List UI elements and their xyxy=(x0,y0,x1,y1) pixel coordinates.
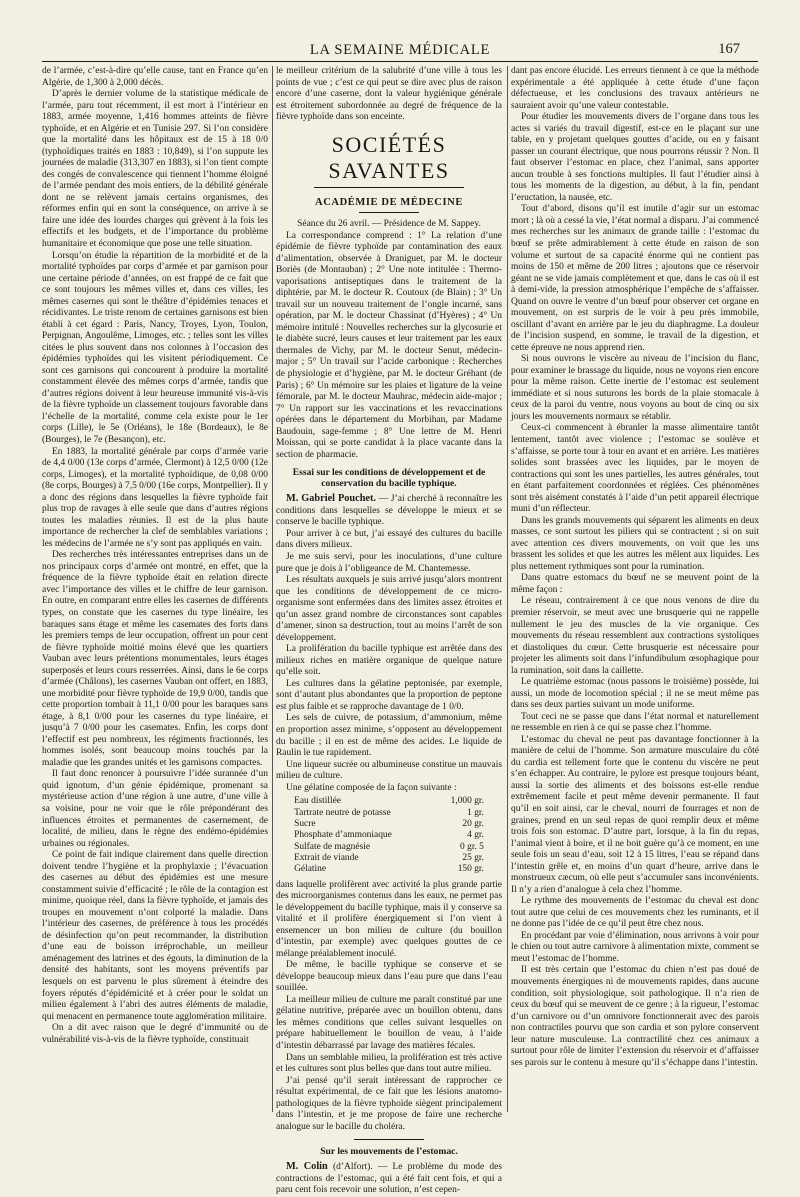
ingredient: Sulfate de magnésie xyxy=(294,841,371,852)
paragraph: Les cultures dans la gélatine peptonisée, par exemple, sont d’autant plus abondantes que la proportion de peptone est plus faible et se rapproche davantage de 1 0/0. xyxy=(276,678,502,712)
paragraph: Tout d’abord, disons qu’il est inutile d’agir sur un estomac mort ; là où a cessé la vie, l’état normal a disparu. J’ai commencé mes recherches sur les animaux de grande taille : l’estomac du bœuf se prête admirablement à cette étude en raison de son volume et surtout de sa capacité énorme qui ne contient pas moins de 150 et même de 200 litres ; ajoutons que ce réservoir géant ne se vide jamais complètement et que, dans le cas où il est à demi-vide, la pression atmosphérique l’empêche de s’affaisser. Quand on ouvre le ventre d’un bœuf pour observer cet organe en mouvement, on est surpris de le voir à peu près immobile, oscillant d’avant en arrière par le jeu du diaphragme. La douleur de l’incision suspend, en somme, le travail de la digestion, et cette épreuve ne nous apprend rien. xyxy=(511,204,759,353)
paragraph: On a dit avec raison que le degré d’immunité ou de vulnérabilité vis-à-vis de la fièvre typhoïde, constituait xyxy=(42,1023,268,1045)
paragraph: Ceux-ci commencent à ébranler la masse alimentaire tantôt lentement, tantôt avec violence ; l’estomac se soulève et s’affaisse, se porte tour à tour en avant et en arrière. Les matières solides sont brassées avec les liquides, par le moyen de contractions qui sont les unes partielles, les autres générales, tout en étant parfaitement coordonnées et réglées. Ces phénomènes sont très aisément constatés à l’aide d’un petit appareil électrique muni d’un réflecteur. xyxy=(511,423,759,515)
article-subhead: Sur les mouvements de l’estomac. xyxy=(320,1146,458,1158)
header-rule xyxy=(42,61,758,62)
quantity: 20 gr. xyxy=(462,818,484,829)
paragraph: Pour étudier les mouvements divers de l’organe dans tous les actes si variés du travail digestif, est-ce en le plaçant sur une table, en y projetant quelques gouttes d’acide, ou en y faisant passer un courant électrique, que nous pourrons réussir ? Non. Il faut observer l’estomac en place, chez l’animal, sans apporter aucun trouble à ses fonctions multiples. Il faut l’étudier ainsi à tous les moments de la digestion, au début, à la fin, pendant l’eructation, la nausée, etc. xyxy=(511,112,759,203)
ingredient: Gélatine xyxy=(294,864,327,875)
recipe-table xyxy=(294,796,484,875)
paragraph: Une liqueur sucrée ou albumineuse constitue un mauvais milieu de culture. xyxy=(276,759,502,782)
quantity: 4 gr. xyxy=(467,830,484,841)
recipe-row xyxy=(294,819,484,830)
paragraph: Je me suis servi, pour les inoculations, d’une culture pure que je dois à l’obligeance de M. Chantemesse. xyxy=(276,552,502,574)
paragraph: Des recherches très intéressantes entreprises dans un de nos principaux corps d’armée ont montré, en effet, que la fréquence de la fièvre typhoïde était en relation directe avec l’importance des villes et le chiffre de leur garnison. En outre, en comparant entre elles les casernes de différents types, on constate que les casernes du type linéaire, les baraques sans étage et même les casemates des forts dans les premiers temps de leur occupation, offrent un pour cent de fièvre typhoïde moitié moins élevé que les quartiers Vauban avec leurs prétentions monumentales, leurs étages superposés et leurs cours resserrées. Ainsi, dans le 6e corps d’armée (Châlons), les casernes Vauban ont offert, en 1883, une morbidité pour fièvre typhoïde de 19,9 0/00, tandis que cette proportion tombait à 11,1 0/00 pour les baraques sans étage, à 8,1 0/00 pour les casernes du type linéaire, et jusqu’à 7 0/00 pour les casemates. Enfin, les corps dont l’effectif est peu nombreux, les régiments fractionnés, les hommes isolés, sont beaucoup moins touchés par la maladie que les grandes unités et les garnisons compactes. xyxy=(42,550,268,768)
paragraph: Le quatrième estomac (nous passons le troisième) possède, lui aussi, un mode de locomotion spécial ; il ne se meut même pas dans ses deux parties suivant un mode uniforme. xyxy=(511,677,759,711)
academy-rule xyxy=(359,212,419,213)
paragraph: Le réseau, contrairement à ce que nous venons de dire du premier réservoir, se meut avec une brusquerie qui ne rappelle nullement le jeu des muscles de la vie organique. Ces mouvements du réseau ressemblent aux contractions systoliques et diastoliques du cœur. Cette brusquerie est nécessaire pour projeter les aliments soit dans l’infundibulum œsophagique pour la rumination, soit dans la caillette. xyxy=(511,596,759,676)
paragraph: En 1883, la mortalité générale par corps d’armée varie de 4,4 0/00 (13e corps d’armée, Clermont) à 12,5 0/00 (12e corps, Limoges), et la mortalité typhoïdique, de 0,08 0/00 (8e corps, Bourges) à 7,5 0/00 (16e corps, Montpellier). Il y a donc des régions dans lesquelles la fièvre typhoïde fait plus trop de ravages à elle seule que dans d’autres régions toutes les maladies réunies. Il est de la plus haute importance de rechercher la clef de semblables variations ; les médecins de l’armée ne s’y sont pas appliqués en vain. xyxy=(42,446,268,549)
paragraph: Si nous ouvrons le viscère au niveau de l’incision du flanc, pour examiner le brassage du liquide, nous ne voyons rien encore pour la même raison. Cette inertie de l’estomac est seulement immédiate et si nous suturons les bords de la plaie stomacale à ceux de la paroi du ventre, nous voyons au bout de cinq ou six jours les mouvements normaux se rétablir. xyxy=(511,354,759,422)
paragraph: de l’armée, c’est-à-dire qu’elle cause, tant en France qu’en Algérie, de 1,300 à 2,000 décès. xyxy=(42,66,268,88)
paragraph: La prolifération du bacille typhique est arrêtée dans des milieux riches en matière organique de quelque nature qu’elle soit. xyxy=(276,644,502,678)
intro-text: — J’ai cherché à reconnaître les conditions dans lesquelles se développe le mieux et se conserve le bacille typhique. xyxy=(276,494,502,528)
quantity: 150 gr. xyxy=(457,864,484,875)
ingredient: Eau distillée xyxy=(294,796,341,807)
paragraph: J’ai pensé qu’il serait intéressant de rapprocher ce résultat expérimental, de ce fait que les lésions anatomo-pathologiques de la fièvre typhoïde siègent principalement dans l’intestin, et je me propose de faire une recherche analogue sur le bacille du choléra. xyxy=(276,1075,502,1132)
paragraph: Il faut donc renoncer à poursuivre l’idée surannée d’un quid ignotum, d’un génie épidémique, promenant sa mystérieuse action d’une région à une autre, d’une ville à sa voisine, pour ne voir que le rôle prépondérant des influences étroites et permanentes de casernement, de localité, de milieu, dans le règne des endémo-épidémies urbaines ou régionales. xyxy=(42,769,268,849)
column-3 xyxy=(511,66,759,1112)
academy-heading: ACADÉMIE DE MÉDECINE xyxy=(315,197,463,209)
quantity: 1 gr. xyxy=(467,807,484,818)
paragraph: Lorsqu’on étudie la répartition de la morbidité et de la mortalité typhoïdes par corps d’armée et par garnison pour une certaine période d’années, on est frappé de ce fait que ce sont toujours les mêmes villes et, dans ces villes, les mêmes casernes qui sont le théâtre d’épidémies tenaces et récidivantes. Le triste renom de certaines garnisons est bien établi à cet égard : Paris, Nancy, Troyes, Lyon, Toulon, Perpignan, Angoulême, Limoges, etc. ; telles sont les villes citées le plus souvent dans nos colonnes à l’occasion des épidémies typhoïdes qui les visitent périodiquement. Ce sont ces garnisons qui concourent à produire la mortalité constamment élevée des mêmes corps d’armée, tandis que d’autres régions doivent à leur heureuse immunité vis-à-vis de la fièvre typhoïde un classement toujours favorable dans l’échelle de la mortalité, comme cela existe pour le 1er corps (Lille), le 5e (Orléans), le 18e (Bordeaux), le 8e (Bourges), le 7e (Besançon), etc. xyxy=(42,250,268,445)
column-divider xyxy=(272,66,273,1112)
intro-text: (d’Alfort). — Le problème du mode des contractions de l’estomac, qui a été fait cent fois, et qui a paru cent fois recevoir une solution, n’est cepen- xyxy=(276,1162,502,1196)
paragraph: Les sels de cuivre, de potassium, d’ammonium, même en proportion assez minime, s’opposent au développement du bacille ; il en est de même des acides. Le liquide de Raulin le tue rapidement. xyxy=(276,713,502,759)
paragraph: Il est très certain que l’estomac du chien n’est pas doué de mouvements énergiques ni de mouvements rapides, dans aucune condition, soit physiologique, soit pathologique. Il n’a rien de ceux du bœuf qui se meuvent de ce genre ; à la rigueur, l’estomac d’un carnivore ou d’un omnivore fonctionnerait avec des parois non contractiles pourvu que son cardia et son pylore conservent leur nature musculeuse. La contractilité chez ces animaux a surtout pour rôle de limiter l’extension du réservoir et d’affaisser ses parois sur le contenu à mesure qu’il s’échappe dans l’intestin. xyxy=(511,965,759,1068)
recipe-row xyxy=(294,864,484,875)
speaker-name: M. Colin xyxy=(286,1161,328,1173)
paragraph xyxy=(276,1161,502,1197)
ingredient: Sucre xyxy=(294,818,316,829)
paragraph: De même, le bacille typhique se conserve et se développe beaucoup mieux dans l’eau pure que dans l’eau souillée. xyxy=(276,960,502,994)
session-line: Séance du 26 avril. — Présidence de M. Sappey. xyxy=(297,219,481,230)
paragraph: Dans quatre estomacs du bœuf ne se meuvent point de la même façon : xyxy=(511,573,759,595)
column-2 xyxy=(276,66,502,1196)
speaker-name: M. Gabriel Pouchet. xyxy=(286,493,376,505)
quantity: 0 gr. 5 xyxy=(460,841,484,852)
paragraph: L’estomac du cheval ne peut pas davantage fonctionner à la manière de celui de l’homme. Son armature musculaire du côté du cardia est tellement forte que le contenu du viscère ne peut s’en échapper. Au contraire, le pylore est presque toujours béant, aussi la sortie des aliments et des boissons est-elle rendue extrêmement facile et peut même devenir permanente. Il faut qu’il en soit ainsi, car le cheval, nourri de fourrages et non de graines, prend en un seul repas de quoi remplir deux et même trois fois son estomac. D’autre part, lorsque, à la fin du repas, l’animal vient à boire, et il ne boit guère qu’à ce moment, en une seule fois un seau d’eau, soit 12 à 15 litres, l’eau se répand dans l’intestin grêle et, en moins d’un quart d’heure, arrive dans le monstrueux cæcum, où elle peut s’accumuler sans inconvénients. Il n’y a rien d’analogue à cela chez l’homme. xyxy=(511,734,759,895)
quantity: 1,000 gr. xyxy=(450,796,484,807)
running-title: LA SEMAINE MÉDICALE xyxy=(309,42,491,58)
ingredient: Tartrate neutre de potasse xyxy=(294,807,391,818)
paragraph xyxy=(276,493,502,529)
ingredient: Phosphate d’ammoniaque xyxy=(294,830,392,841)
paragraph: Les résultats auxquels je suis arrivé jusqu’alors montrent que les conditions de développement de ce micro-organisme sont enfermées dans des limites assez étroites et qu’un assez grand nombre de circonstances sont capables d’amener, sinon sa destruction, tout au moins l’arrêt de son développement. xyxy=(276,575,502,643)
paragraph: En procédant par voie d’élimination, nous arrivons à voir pour le chien ou tout autre carnivore à alimentation mixte, comment se meut l’estomac de l’homme. xyxy=(511,930,759,964)
paragraph: Une gélatine composée de la façon suivante : xyxy=(286,782,457,793)
recipe-row xyxy=(294,842,484,853)
paragraph: Dans un semblable milieu, la prolifération est très active et les cultures sont plus belles que dans tout autre milieu. xyxy=(276,1052,502,1075)
paragraph: Le rythme des mouvements de l’estomac du cheval est donc tout autre que celui de ces mouvements chez les ruminants, et il ne donne pas l’idée de ce qu’il peut être chez nous. xyxy=(511,896,759,930)
section-rule xyxy=(314,187,464,188)
recipe-row xyxy=(294,808,484,819)
column-divider xyxy=(507,66,508,1112)
article-subhead: Essai sur les conditions de développement et de conservation du bacille typhique. xyxy=(292,467,486,490)
paragraph: dans laquelle prolifèrent avec activité la plus grande partie des microorganismes contenus dans les eaux, ne permet pas le développement du bacille typhique, mais il y conserve sa vitalité et il prolifère énergiquement si l’on vient à ensemencer un bon milieu de culture (du bouillon d’intestin, par exemple) avec quelques gouttes de ce mélange préalablement inoculé. xyxy=(276,879,502,959)
column-1 xyxy=(42,66,268,1112)
divider xyxy=(354,1139,424,1140)
paragraph: Ce point de fait indique clairement dans quelle direction doivent tendre l’hygiène et la prophylaxie ; l’évacuation des casernes au début des épidémies est une mesure constamment suivie d’efficacité ; le rôle de la contagion est minime, quoique réel, dans la fièvre typhoïde, et jamais des troupes en mouvement n’ont colporté la maladie. Dans l’intérieur des casernes, de préférence à tous les procédés de désinfection qu’on peut recommander, la distribution d’une eau de boisson irréprochable, un meilleur aménagement des latrines et des égouts, la diminution de la densité des habitants, sont les moyens préventifs par lesquels on est parvenu le plus sûrement à éteindre des foyers réputés d’épidémicité et à créer pour le soldat un milieu également à l’abri des autres éléments de maladie, qui menacent en permanence toute agglomération militaire. xyxy=(42,850,268,1022)
correspondence-paragraph: La correspondance comprend : 1° La relation d’une épidémie de fièvre typhoïde par contamination des eaux d’alimentation, observée à Draniguet, par M. le docteur Boriès (de Montauban) ; 2° Une note intitulée : Thermo-vaporisations antiseptiques dans le traitement de la diphtérie, par M. le docteur R. Coutoux (de Blain) ; 3° Un travail sur un nouveau traitement de l’ongle incarné, sans opération, par M. le docteur Chassinat (d’Hyères) ; 4° Un mémoire intitulé : Nouvelles recherches sur la glycosurie et le diabète sucré, leurs causes et leur traitement par les eaux thermales de Vichy, par M. le docteur Senut, médecin-major ; 5° Un travail sur l’acide carbonique : Recherches de physiologie et d’hygiène, par M. le docteur Gréhant (de Paris) ; 6° Un mémoire sur les plaies et ligature de la veine fémorale, par M. le docteur Mauhrac, médecin aide-major ; 7° Un rapport sur les vaccinations et les revaccinations opérées dans le département du Morbihan, par Madame Baudouin, sage-femme ; 8° Une lettre de M. Henri Moissan, qui se porte candidat à la place vacante dans la section de pharmacie. xyxy=(276,230,502,460)
quantity: 25 gr. xyxy=(462,852,484,863)
paragraph: dant pas encore élucidé. Les erreurs tiennent à ce que la méthode expérimentale a été appliquée à cette étude d’une façon défectueuse, et les conclusions des travaux antérieurs ne sauraient avoir qu’une valeur contestable. xyxy=(511,66,759,111)
paragraph: Pour arriver à ce but, j’ai essayé des cultures du bacille dans divers milieux. xyxy=(276,528,502,551)
ingredient: Extrait de viande xyxy=(294,852,359,863)
paragraph: La meilleur milieu de culture me paraît constitué par une gélatine nutritive, préparée avec un bouillon obtenu, dans les mêmes conditions que celles suivant lesquelles on prépare habituellement le bouillon de veau, à l’aide d’intestin débarrassé par lavage des matières fécales. xyxy=(276,994,502,1051)
paragraph: D’après le dernier volume de la statistique médicale de l’armée, paru tout récemment, il est mort à l’intérieur en 1883, armée moyenne, 1,416 hommes atteints de fièvre typhoïde, et en Algérie et en Tunisie 297. Si l’on considère que la mortalité dans les hôpitaux est de 15 à 18 0/0 (typhoïdiques traités en 1883 : 10,849), si l’on suppute les journées de maladie (313,307 en 1883), si l’on tient compte des congés de convalescence qui tiennent l’homme éloigné de l’armée pendant des mois entiers, de la débilité générale dont ne se relèvent jamais certains organismes, des réformes enfin qui en sont la conséquence, on arrive à se faire une idée des lourdes charges qui grèvent à la fois les effectifs et les budgets, et de l’importance du problème humanitaire et économique que pose une telle situation. xyxy=(42,89,268,249)
section-title: SOCIÉTÉS SAVANTES xyxy=(328,131,450,184)
recipe-row xyxy=(294,796,484,807)
paragraph: Dans les grands mouvements qui séparent les aliments en deux masses, ce sont surtout les piliers qui se contractent ; si on suit avec attention ces divers mouvements, on voit que les uns brassent les solides et que les autres les mêlent aux liquides. Les plus nettement rythmiques sont pour la rumination. xyxy=(511,515,759,572)
page-number: 167 xyxy=(718,41,740,57)
recipe-row xyxy=(294,830,484,841)
paragraph: Tout ceci ne se passe que dans l’état normal et naturellement ne ressemble en rien à ce qui se passe chez l’homme. xyxy=(511,711,759,734)
recipe-row xyxy=(294,853,484,864)
paragraph: le meilleur critérium de la salubrité d’une ville à tous les points de vue ; c’est ce qui peut se dire avec plus de raison encore d’une caserne, dont la valeur hygiénique générale est étroitement subordonnée au degré de fréquence de la fièvre typhoïde dans son enceinte. xyxy=(276,66,502,123)
